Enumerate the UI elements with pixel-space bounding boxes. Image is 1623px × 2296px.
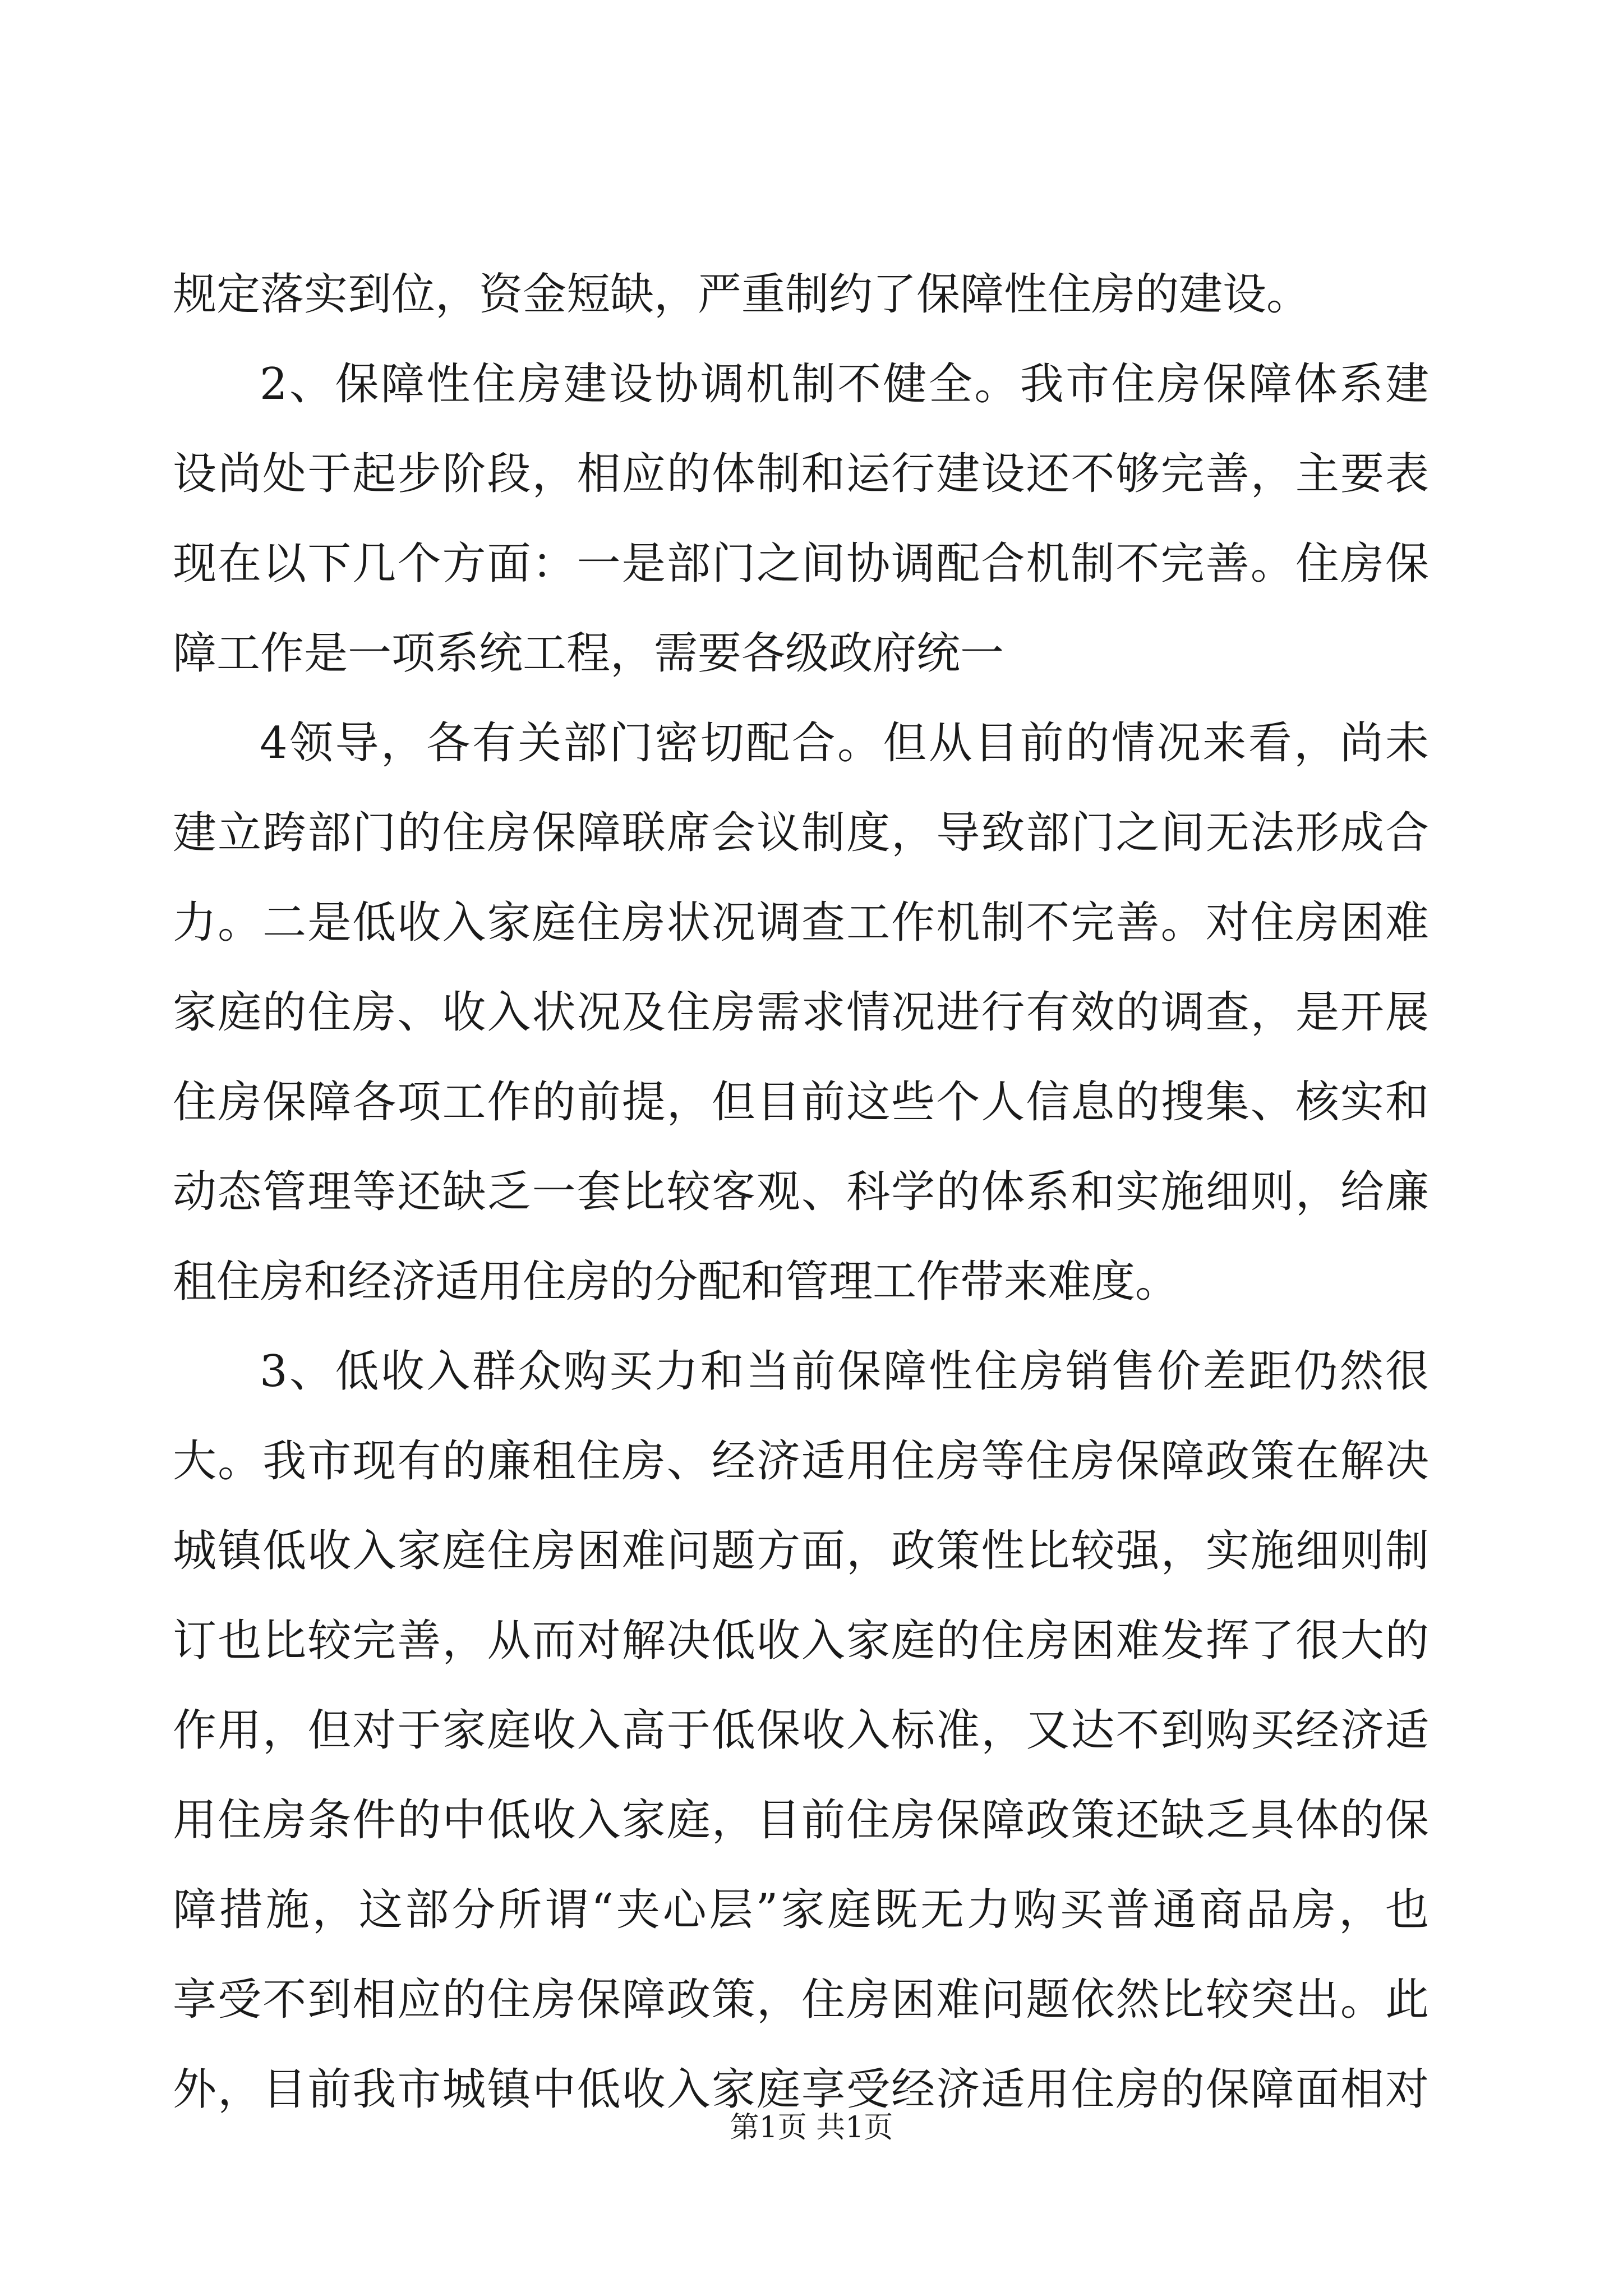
text-line: 3、低收入群众购买力和当前保障性住房销售价差距仍然很 bbox=[260, 1346, 1429, 1397]
page-footer: 第1页 共1页 bbox=[730, 2111, 893, 2145]
text-line: 享受不到相应的住房保障政策，住房困难问题依然比较突出。此 bbox=[173, 1975, 1429, 2025]
text-line: 障工作是一项系统工程，需要各级政府统一 bbox=[173, 628, 1004, 679]
text-line: 作用，但对于家庭收入高于低保收入标准，又达不到购买经济适 bbox=[173, 1705, 1429, 1756]
text-line: 规定落实到位，资金短缺，严重制约了保障性住房的建设。 bbox=[173, 269, 1311, 320]
text-line: 力。二是低收入家庭住房状况调查工作机制不完善。对住房困难 bbox=[173, 898, 1429, 948]
text-line: 城镇低收入家庭住房困难问题方面，政策性比较强，实施细则制 bbox=[173, 1526, 1429, 1576]
text-line: 外，目前我市城镇中低收入家庭享受经济适用住房的保障面相对 bbox=[173, 2064, 1429, 2115]
text-line: 住房保障各项工作的前提，但目前这些个人信息的搜集、核实和 bbox=[173, 1077, 1429, 1128]
text-line: 现在以下几个方面：一是部门之间协调配合机制不完善。住房保 bbox=[173, 539, 1429, 589]
text-line: 大。我市现有的廉租住房、经济适用住房等住房保障政策在解决 bbox=[173, 1436, 1429, 1487]
text-line: 设尚处于起步阶段，相应的体制和运行建设还不够完善，主要表 bbox=[173, 449, 1429, 499]
text-line: 4领导，各有关部门密切配合。但从目前的情况来看，尚未 bbox=[260, 718, 1429, 769]
text-line: 订也比较完善，从而对解决低收入家庭的住房困难发挥了很大的 bbox=[173, 1616, 1429, 1666]
text-line: 租住房和经济适用住房的分配和管理工作带来难度。 bbox=[173, 1257, 1179, 1307]
text-line: 动态管理等还缺乏一套比较客观、科学的体系和实施细则，给廉 bbox=[173, 1167, 1429, 1217]
text-line: 用住房条件的中低收入家庭，目前住房保障政策还缺乏具体的保 bbox=[173, 1795, 1429, 1846]
text-line: 障措施，这部分所谓“夹心层”家庭既无力购买普通商品房，也 bbox=[173, 1885, 1429, 1935]
text-line: 2、保障性住房建设协调机制不健全。我市住房保障体系建 bbox=[260, 359, 1429, 409]
text-line: 家庭的住房、收入状况及住房需求情况进行有效的调查，是开展 bbox=[173, 987, 1429, 1038]
text-line: 建立跨部门的住房保障联席会议制度，导致部门之间无法形成合 bbox=[173, 808, 1429, 858]
